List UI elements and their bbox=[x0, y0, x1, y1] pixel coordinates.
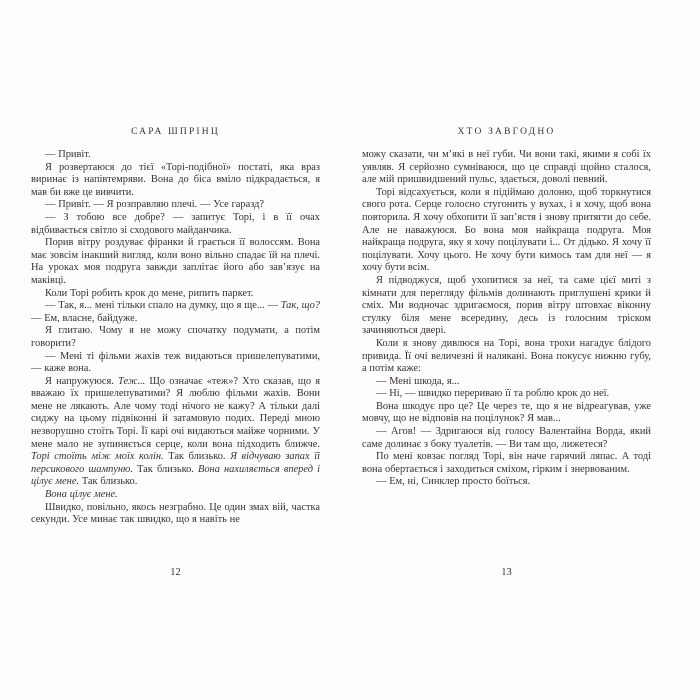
paragraph bbox=[362, 401, 651, 426]
paragraph bbox=[31, 237, 320, 287]
paragraph bbox=[31, 199, 320, 212]
paragraph bbox=[31, 351, 320, 376]
text-run: Торі відсахується, коли я підіймаю долоню, щоб торкнутися свого рота. Серце голосно стугонить у вухах, і я хочу, щоб вона повторила. Я хочу обхопити її зап’ястя і знову притягти до себе. Але не наважуюся. Бо вона моя найкраща подруга. Моя найкраща подруга, яку я хочу поцілувати і... От дідько. Я хочу її поцілувати. Хочу цього. Не хочу бути кимось там для неї — я хочу бути всім. bbox=[362, 186, 651, 274]
text-run: Так близько. bbox=[79, 476, 138, 488]
left-running-head: САРА ШПРІНЦ bbox=[131, 127, 220, 137]
italic-text-run: Торі стоїть між моїх колін. bbox=[31, 451, 164, 463]
paragraph bbox=[31, 325, 320, 350]
paragraph bbox=[31, 300, 320, 325]
text-run: — Агов! — Здригаюся від голосу Валентайна Ворда, який саме долинає з боку туалетів. — Ви там що, лижетеся? bbox=[362, 426, 651, 450]
italic-text-run: Вона нахиляється вперед і цілує мене. bbox=[31, 463, 320, 488]
text-run: Швидко, повільно, якось незграбно. Це один змах вій, частка секунди. Усе минає так швидко, що я навіть не bbox=[31, 501, 320, 526]
text-run: — Мені шкода, я... bbox=[376, 375, 460, 387]
text-run: Я підводжуся, щоб ухопитися за неї, та саме цієї миті з кімнати для перегляду фільмів долинають приглушені крики й сміх. Ми водночас здригаємося, порив вітру штовхає віконну стулку біля мене всередину, десь із голосним тріском зачиняються двері. bbox=[362, 274, 651, 337]
italic-text-run: Вона цілує мене. bbox=[45, 489, 118, 501]
paragraph bbox=[362, 451, 651, 476]
right-page-number: 13 bbox=[501, 567, 512, 578]
italic-text-run: Я відчуваю запах її персикового шампуню. bbox=[31, 451, 320, 475]
paragraph bbox=[31, 162, 320, 200]
text-run: Порив вітру роздуває фіранки й грається її волоссям. Вона має зовсім інакший вигляд, коли воно вільно спадає їй на плечі. На уроках моя подруга завжди заплітає його або зав’язує на маківці. bbox=[31, 237, 320, 286]
text-run: Я розвертаюся до тієї «Торі-подібної» постаті, яка враз виринає із напівтемряви. Вона до біса вміло підкрадається, я мав би вже це вивчити. bbox=[31, 161, 320, 198]
text-run: — Ні, — швидко перериваю її та роблю крок до неї. bbox=[376, 388, 610, 400]
italic-text-run: Так, що? bbox=[280, 300, 320, 312]
left-page-number: 12 bbox=[170, 567, 181, 578]
text-run: — Ем, власне, байдуже. bbox=[31, 312, 138, 324]
text-run: Так близько. bbox=[163, 451, 231, 463]
text-run: — Привіт. bbox=[45, 149, 91, 160]
paragraph bbox=[31, 376, 320, 489]
right-running-head: ХТО ЗАВГОДНО bbox=[457, 127, 556, 137]
text-run: Я глитаю. Чому я не можу спочатку подумати, а потім говорити? bbox=[31, 325, 320, 349]
paragraph bbox=[362, 149, 651, 187]
text-run: Коли я знову дивлюся на Торі, вона трохи нагадує блідого привида. Її очі величезні й налякані. Вона покусує нижню губу, а потім каже: bbox=[362, 337, 651, 375]
text-run: Так близько. bbox=[132, 463, 199, 475]
text-run: Вона шкодує про це? Це через те, що я не відреагував, уже мовчу, що не відповів на поцілунок? Я мав... bbox=[362, 400, 651, 425]
text-run: можу сказати, чи м’які в неї губи. Чи вони такі, якими я собі їх уявляв. Я серйозно сумніваюся, що це справді щойно сталося, але мій пришвидшений пульс, здається, доволі певний. bbox=[362, 149, 651, 186]
text-run: Я напружуюся. bbox=[45, 375, 119, 387]
text-run: — Ем, ні, Синклер просто боїться. bbox=[376, 476, 531, 488]
paragraph bbox=[31, 149, 320, 162]
text-run: — Мені ті фільми жахів теж видаються пришелепуватими, — каже вона. bbox=[31, 350, 320, 375]
paragraph bbox=[362, 376, 651, 389]
paragraph bbox=[362, 275, 651, 338]
paragraph bbox=[362, 476, 651, 489]
paragraph bbox=[31, 212, 320, 237]
text-run: Що означає «теж»? Хто сказав, що я вважаю їх пришелепуватими? Я люблю фільми жахів. Вони мене не лякають. Але чому тоді нічого не кажу? А тільки далі сиджу на цьому підвіконні й затамовую подих. Переді мною незворушно стоїть Торі. Її карі очі видаються майже чорними. У мене мало не зупиняється серце, коли вона підходить ближче. bbox=[31, 375, 320, 450]
right-text-block bbox=[362, 149, 651, 546]
text-run: По мені ковзає погляд Торі, він наче гарячий ляпас. А тоді вона обертається і заходиться сміхом, гірким і знервованим. bbox=[362, 451, 651, 475]
left-page bbox=[31, 0, 320, 700]
paragraph bbox=[362, 388, 651, 401]
paragraph bbox=[31, 489, 320, 502]
text-run: — Так, я... мені тільки спало на думку, що я ще... — bbox=[45, 300, 281, 312]
right-page bbox=[362, 0, 651, 700]
text-run: — З тобою все добре? — запитує Торі, і в її очах відбивається світло зі сходового майданчика. bbox=[31, 211, 320, 236]
paragraph bbox=[362, 338, 651, 376]
paragraph bbox=[31, 288, 320, 301]
italic-text-run: Теж... bbox=[118, 375, 146, 387]
paragraph bbox=[31, 502, 320, 527]
text-run: Коли Торі робить крок до мене, рипить паркет. bbox=[45, 287, 254, 299]
paragraph bbox=[362, 426, 651, 451]
text-run: — Привіт. — Я розправляю плечі. — Усе гаразд? bbox=[45, 199, 265, 211]
paragraph bbox=[362, 187, 651, 275]
left-text-block bbox=[31, 149, 320, 546]
